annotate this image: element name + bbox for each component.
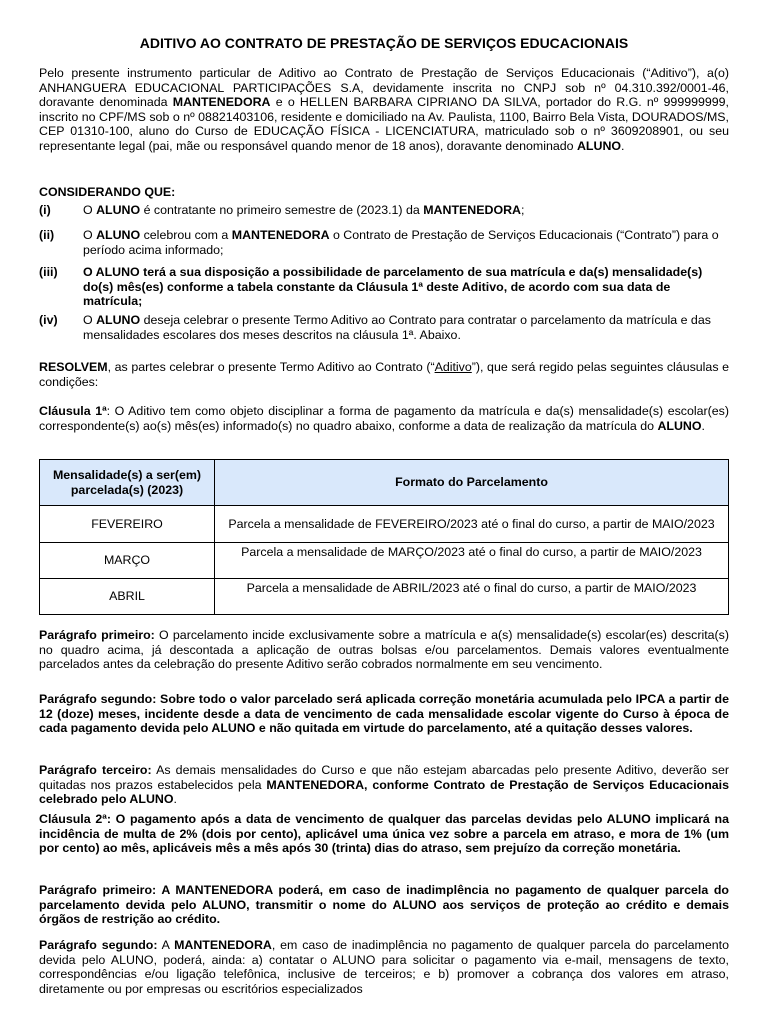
installment-table [39, 459, 729, 615]
paragrafo-terceiro: Parágrafo terceiro: As demais mensalidades do Curso e que não estejam abarcadas pelo presente Aditivo, deverão ser quitadas nos prazos estabelecidos pela MANTENEDORA, conforme Contrato de Prestação de Serviços Educacionais celebrado pelo ALUNO. [39, 763, 730, 807]
table-cell-month: FEVEREIRO [40, 506, 215, 543]
considerando-heading: CONSIDERANDO QUE: [39, 185, 176, 199]
table-row [40, 543, 729, 579]
paragrafo-primeiro: Parágrafo primeiro: O parcelamento incide exclusivamente sobre a matrícula e a(s) mensalidade(s) escolar(es) descrita(s) no quadro acima, já descontada a aplicação de outras bolsas e/ou parcelamentos. Demais valores eventualmente parcelados antes da celebração do presente Aditivo serão cobrados normalmente em seu vencimento. [39, 628, 730, 672]
clausula-2-paragrafo-primeiro: Parágrafo primeiro: A MANTENEDORA poderá, em caso de inadimplência no pagamento de qualquer parcela do parcelamento devida pelo ALUNO, transmitir o nome do ALUNO aos serviços de proteção ao crédito e demais órgãos de restrição ao crédito. [39, 883, 729, 927]
clausula-2: Cláusula 2ª: O pagamento após a data de vencimento de qualquer das parcelas devidas pelo ALUNO implicará na incidência de multa de 2% (dois por cento), aplicável uma única vez sobre a parcela em atraso, e mora de 1% (um por cento) ao mês, aplicáveis mês a mês após 30 (trinta) dias do atraso, sem prejuízo da correção monetária. [39, 812, 729, 856]
considerando-item-i: (i) O ALUNO é contratante no primeiro semestre de (2023.1) da MANTENEDORA; [39, 203, 525, 217]
table-header-month: Mensalidade(s) a ser(em) parcelada(s) (2023) [40, 460, 215, 506]
considerando-item-ii: (ii) O ALUNO celebrou com a MANTENEDORA o Contrato de Prestação de Serviços Educacionais (“Contrato”) para o período acima informado; [39, 228, 719, 257]
resolvem-paragraph: RESOLVEM, as partes celebrar o presente Termo Aditivo ao Contrato (“Aditivo”), que será regido pelas seguintes cláusulas e condições: [39, 360, 729, 389]
table-cell-format: Parcela a mensalidade de MARÇO/2023 até o final do curso, a partir de MAIO/2023 [215, 543, 729, 579]
considerando-item-iii: (iii) O ALUNO terá a sua disposição a possibilidade de parcelamento de sua matrícula e da(s) mensalidade(s) do(s) mês(es) conforme a tabela constante da Cláusula 1ª deste Aditivo, de acordo com sua data de matrícula; [39, 265, 703, 309]
paragrafo-segundo: Parágrafo segundo: Sobre todo o valor parcelado será aplicada correção monetária acumulada pelo IPCA a partir de 12 (doze) meses, incidente desde a data de vencimento de cada mensalidade escolar vigente do Curso à época de cada pagamento devida pelo ALUNO e não quitada em virtude do parcelamento, até a quitação desses valores. [39, 692, 729, 736]
table-header-row [40, 460, 729, 506]
considerando-item-iv: (iv) O ALUNO deseja celebrar o presente Termo Aditivo ao Contrato para contratar o parcelamento da matrícula e das mensalidades escolares dos meses descritos na cláusula 1ª. Abaixo. [39, 313, 711, 342]
table-row [40, 506, 729, 543]
table-header-format: Formato do Parcelamento [215, 460, 729, 506]
table-cell-month: MARÇO [40, 543, 215, 579]
clausula-2-paragrafo-segundo: Parágrafo segundo: A MANTENEDORA, em caso de inadimplência no pagamento de qualquer parcela do parcelamento devida pelo ALUNO, poderá, ainda: a) contatar o ALUNO para solicitar o pagamento via e-mail, mensagens de texto, correspondências e/ou ligação telefônica, inclusive de terceiros; e b) promover a cobrança dos valores em atraso, diretamente ou por empresas ou escritórios especializados [39, 938, 729, 996]
intro-paragraph: Pelo presente instrumento particular de Aditivo ao Contrato de Prestação de Serviços Educacionais (“Aditivo”), a(o) ANHANGUERA EDUCACIONAL PARTICIPAÇÕES S.A, devidamente inscrita no CNPJ sob nº 04.310.392/0001-46, doravante denominada MANTENEDORA e o HELLEN BARBARA CIPRIANO DA SILVA, portador do R.G. nº 999999999, inscrito no CPF/MS sob o nº 08821403106, residente e domiciliado na Av. Paulista, 1100, Bairro Bela Vista, DOURADOS/MS, CEP 01310-100, aluno do Curso de EDUCAÇÃO FÍSICA - LICENCIATURA, matriculado sob o nº 3609208901, ou seu representante legal (pai, mãe ou responsável quando menor de 18 anos), doravante denominado ALUNO. [39, 66, 729, 153]
table-cell-format: Parcela a mensalidade de ABRIL/2023 até o final do curso, a partir de MAIO/2023 [215, 579, 729, 615]
table-row [40, 579, 729, 615]
clausula-1: Cláusula 1ª: O Aditivo tem como objeto disciplinar a forma de pagamento da matrícula e da(s) mensalidade(s) escolar(es) correspondente(s) ao(s) mês(es) informado(s) no quadro abaixo, conforme a data de realização da matrícula do ALUNO. [39, 404, 729, 433]
document-title: ADITIVO AO CONTRATO DE PRESTAÇÃO DE SERVIÇOS EDUCACIONAIS [139, 35, 629, 51]
table-cell-format: Parcela a mensalidade de FEVEREIRO/2023 até o final do curso, a partir de MAIO/2023 [215, 506, 729, 543]
table-cell-month: ABRIL [40, 579, 215, 615]
